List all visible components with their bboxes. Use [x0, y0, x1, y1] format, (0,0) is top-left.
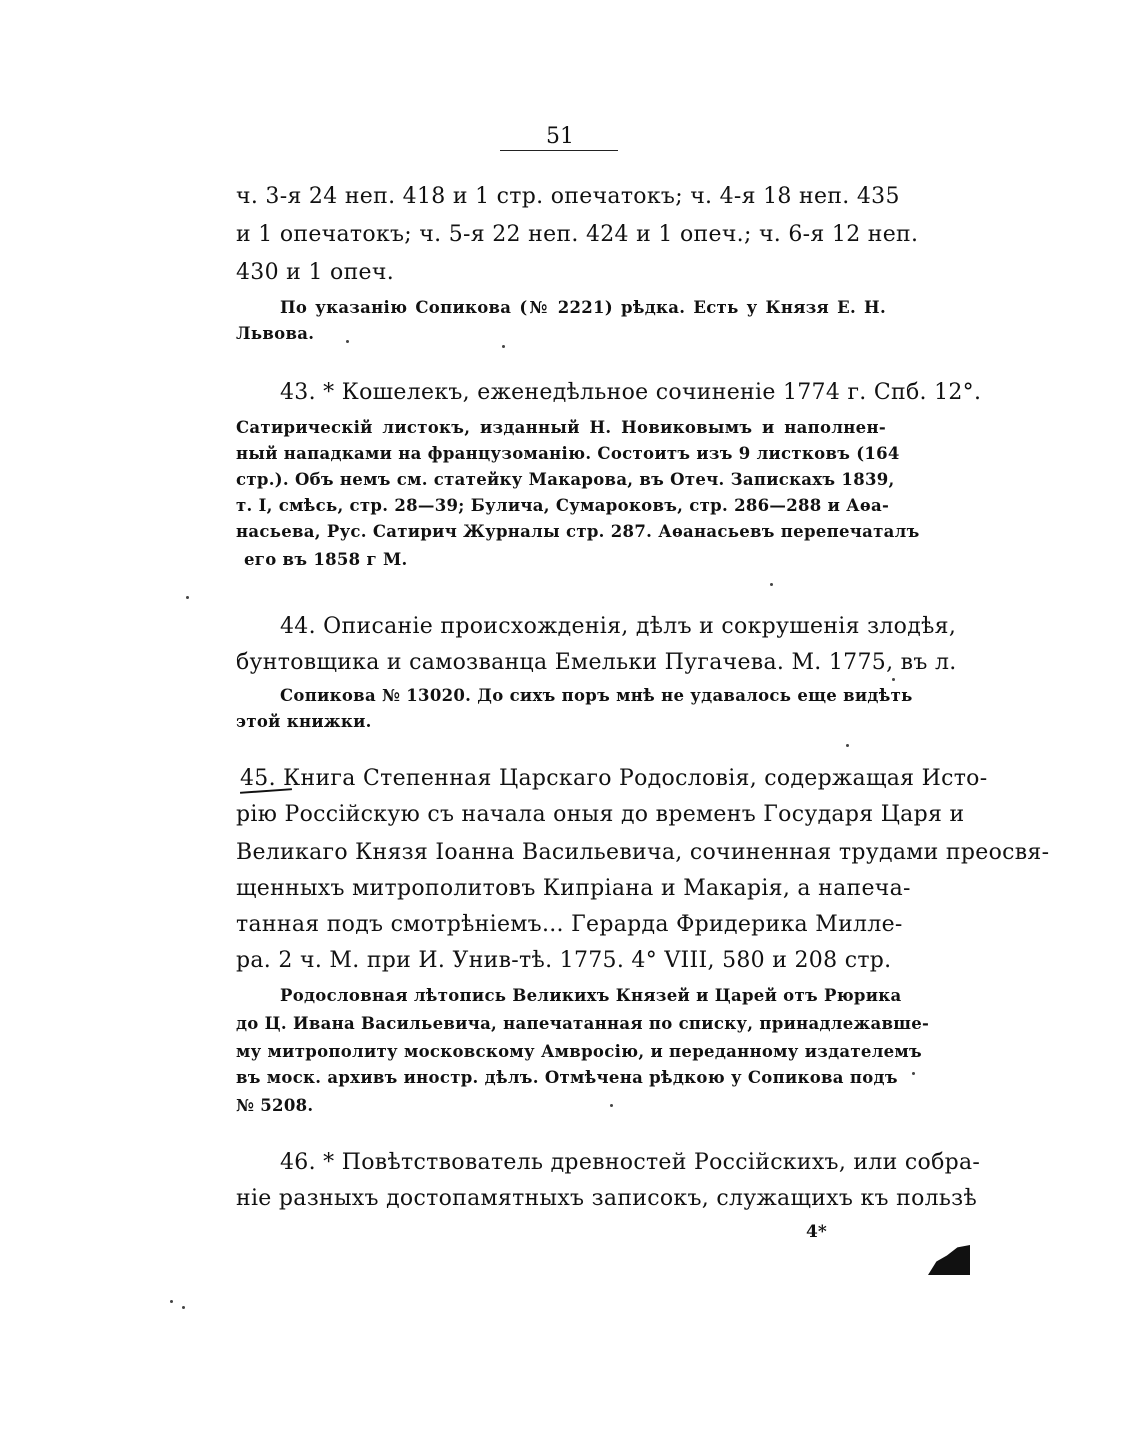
entry-45-title-line-3: Великаго Князя Іоанна Васильевича, сочиненная трудами преосвя- [236, 840, 1050, 865]
entry-45-note-line-2: до Ц. Ивана Васильевича, напечатанная по списку, принадлежавше- [236, 1014, 930, 1033]
entry-43-note-line-6: его въ 1858 г М. [244, 550, 408, 569]
scan-speck [502, 345, 505, 348]
entry-45-title-line-5: танная подъ смотрѣніемъ... Герарда Фридерика Милле- [236, 912, 903, 937]
entry-45-title-line-6: ра. 2 ч. М. при И. Унив-тѣ. 1775. 4° VIII, 580 и 208 стр. [236, 948, 892, 973]
entry-43-title-line-1: 43. * Кошелекъ, еженедѣльное сочиненіе 1774 г. Спб. 12°. [280, 380, 982, 405]
entry-44-title-line-2: бунтовщика и самозванца Емельки Пугачева. М. 1775, въ л. [236, 650, 957, 675]
entry-45-note-line-4: въ моск. архивъ иностр. дѣлъ. Отмѣчена рѣдкою у Сопикова подъ [236, 1068, 898, 1087]
entry-45-note-line-3: му митрополиту московскому Амвросію, и переданному издателемъ [236, 1042, 923, 1061]
entry-45-title-line-2: рію Россійскую съ начала оныя до временъ Государя Царя и [236, 802, 965, 827]
entry-46-title-line-1: 46. * Повѣтствователь древностей Россійскихъ, или собра- [280, 1150, 981, 1175]
entry-46-title-line-2: ніе разныхъ достопамятныхъ записокъ, служащихъ къ пользѣ [236, 1186, 978, 1211]
entry-42-line-2: и 1 опечатокъ; ч. 5-я 22 неп. 424 и 1 опеч.; ч. 6-я 12 неп. [236, 222, 919, 247]
ink-blot [928, 1245, 970, 1275]
entry-45-title-line-4: щенныхъ митрополитовъ Кипріана и Макарія, а напеча- [236, 876, 911, 901]
page-number: 51 [546, 124, 574, 149]
scan-speck [182, 1306, 185, 1309]
entry-42-line-1: ч. 3-я 24 неп. 418 и 1 стр. опечатокъ; ч. 4-я 18 неп. 435 [236, 184, 900, 209]
entry-45-note-line-5: № 5208. [236, 1096, 314, 1115]
entry-44-note-line-1: Сопикова № 13020. До сихъ поръ мнѣ не удавалось еще видѣть [280, 686, 913, 705]
scan-speck [170, 1300, 173, 1303]
scan-speck [770, 583, 773, 586]
scan-speck [912, 1072, 915, 1075]
scan-speck [186, 596, 189, 599]
entry-45-title-line-1: 45. Книга Степенная Царскаго Родословія, содержащая Исто- [240, 766, 988, 791]
entry-42-note-line-2: Львова. [236, 324, 315, 343]
entry-45-note-line-1: Родословная лѣтопись Великихъ Князей и Царей отъ Рюрика [280, 986, 902, 1005]
entry-42-note-line-1: По указанію Сопикова (№ 2221) рѣдка. Есть у Князя Е. Н. [280, 298, 886, 317]
entry-43-note-line-2: ный нападками на французоманію. Состоитъ изъ 9 листковъ (164 [236, 444, 900, 463]
entry-43-note-line-5: насьева, Рус. Сатирич Журналы стр. 287. Аѳанасьевъ перепечаталъ [236, 522, 920, 541]
scan-speck [892, 678, 895, 681]
entry-42-line-3: 430 и 1 опеч. [236, 260, 394, 285]
entry-44-note-line-2: этой книжки. [236, 712, 372, 731]
scan-speck [610, 1104, 613, 1107]
entry-43-note-line-3: стр.). Объ немъ см. статейку Макарова, въ Отеч. Запискахъ 1839, [236, 470, 895, 489]
scan-speck [346, 340, 349, 343]
page-number-rule [500, 150, 618, 151]
scan-speck [846, 744, 849, 747]
entry-44-title-line-1: 44. Описаніе происхожденія, дѣлъ и сокрушенія злодѣя, [280, 614, 957, 639]
entry-43-note-line-1: Сатирическій листокъ, изданный Н. Новиковымъ и наполнен- [236, 418, 886, 437]
printer-signature-mark: 4* [806, 1222, 827, 1242]
entry-43-note-line-4: т. I, смѣсь, стр. 28—39; Булича, Сумароковъ, стр. 286—288 и Аѳа- [236, 496, 890, 515]
